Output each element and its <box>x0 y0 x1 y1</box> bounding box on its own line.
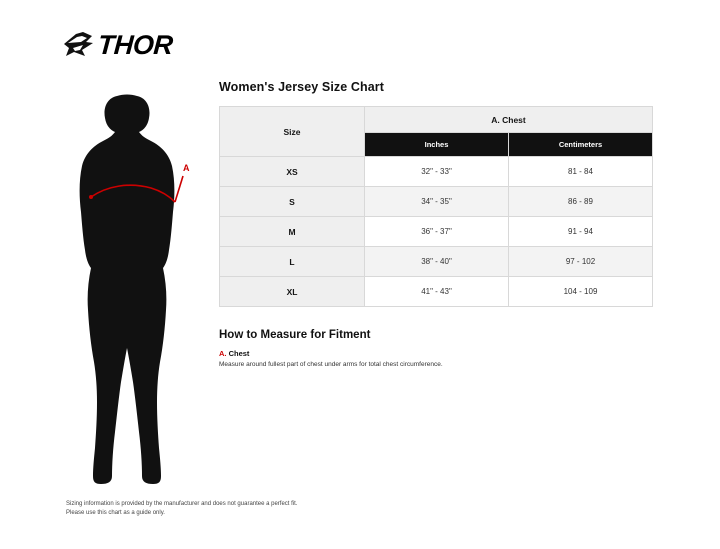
chart-content <box>219 80 653 369</box>
header-centimeters: Centimeters <box>509 133 653 157</box>
table-row <box>220 247 653 277</box>
cell-centimeters: 104 - 109 <box>509 277 653 307</box>
cell-size: XL <box>220 277 365 307</box>
cell-inches: 32" - 33" <box>365 157 509 187</box>
header-chest-group: A. Chest <box>365 107 653 133</box>
table-header-row <box>220 107 653 133</box>
footer-disclaimer <box>66 500 486 519</box>
footer-line-2: Please use this chart as a guide only. <box>66 510 165 517</box>
cell-inches: 34" - 35" <box>365 187 509 217</box>
brand-name: THOR <box>96 29 174 60</box>
page-title: Women's Jersey Size Chart <box>219 80 385 94</box>
table-row <box>220 157 653 187</box>
table-row <box>220 217 653 247</box>
cell-size: S <box>220 187 365 217</box>
cell-centimeters: 81 - 84 <box>509 157 653 187</box>
header-size: Size <box>220 107 365 157</box>
measure-description: Measure around fullest part of chest under arms for total chest circumference. <box>219 361 443 368</box>
female-silhouette-diagram <box>55 92 205 492</box>
measure-letter: A. <box>219 349 227 358</box>
cell-size: XS <box>220 157 365 187</box>
brand-logo <box>62 30 173 60</box>
table-row <box>220 187 653 217</box>
cell-centimeters: 91 - 94 <box>509 217 653 247</box>
thor-helmet-icon <box>62 30 96 60</box>
header-inches: Inches <box>365 133 509 157</box>
size-chart-table <box>219 106 653 307</box>
cell-centimeters: 86 - 89 <box>509 187 653 217</box>
cell-inches: 41" - 43" <box>365 277 509 307</box>
diagram-callout-a: A <box>183 163 190 173</box>
table-row <box>220 277 653 307</box>
howto-heading: How to Measure for Fitment <box>219 329 371 341</box>
cell-size: M <box>220 217 365 247</box>
cell-inches: 36" - 37" <box>365 217 509 247</box>
footer-line-1: Sizing information is provided by the manufacturer and does not guarantee a perfect fit. <box>66 501 298 507</box>
measure-name: Chest <box>228 349 250 358</box>
cell-size: L <box>220 247 365 277</box>
cell-inches: 38" - 40" <box>365 247 509 277</box>
measure-label <box>219 349 653 358</box>
cell-centimeters: 97 - 102 <box>509 247 653 277</box>
